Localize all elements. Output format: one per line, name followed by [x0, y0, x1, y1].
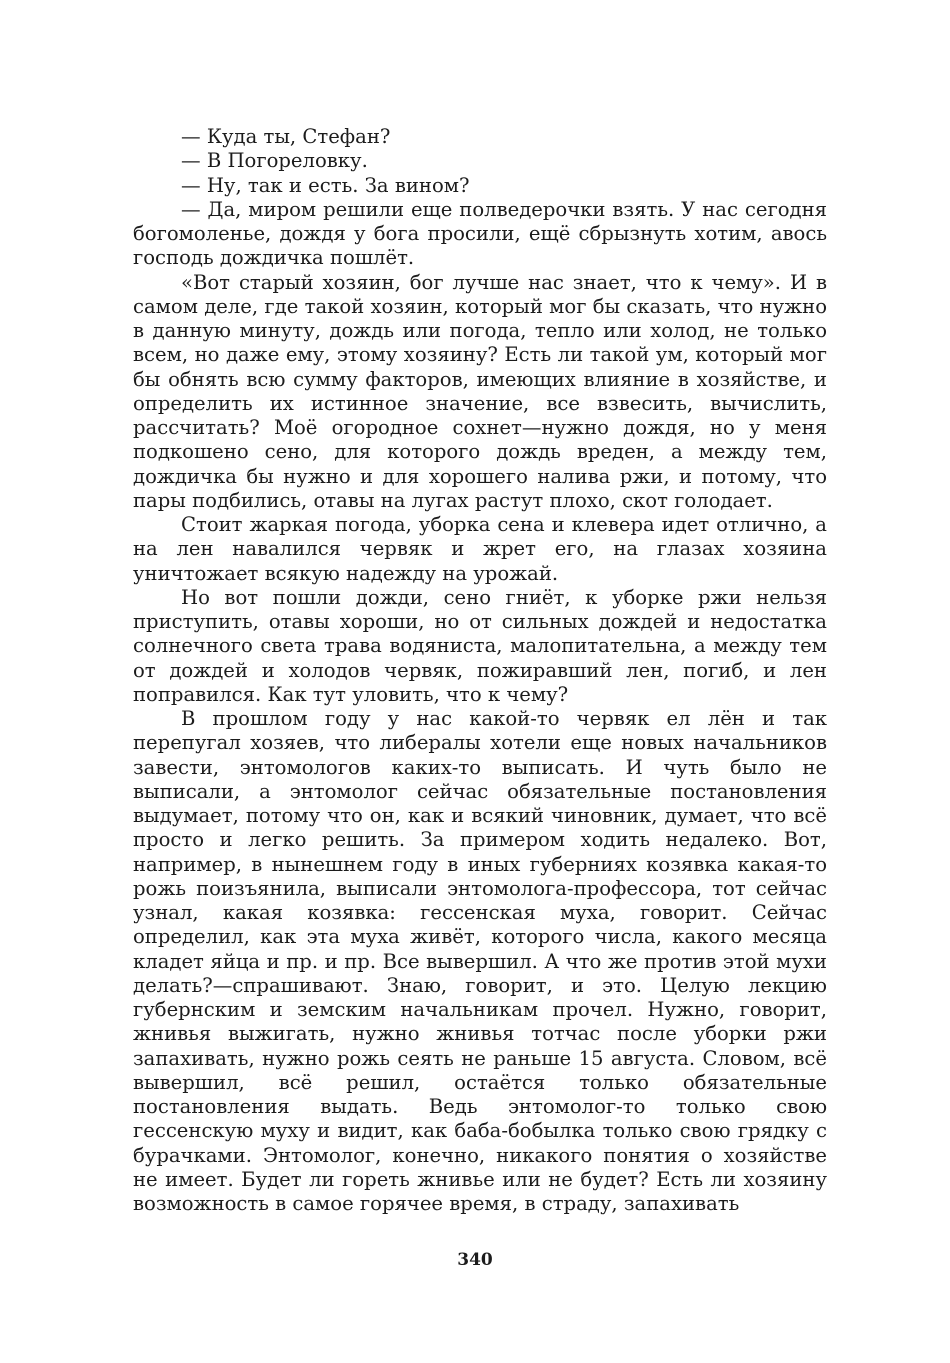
dialogue-line: — В Погореловку. — [181, 149, 368, 173]
dialogue-line: — Куда ты, Стефан? — [181, 125, 391, 148]
paragraph: «Вот старый хозяин, бог лучше нас знает, что к чему». И в самом деле, где такой хозяин, который мог бы сказать, что нужно в данную минуту, дождь или погода, тепло или холод, не только всем, но даже ему, этому хозяину? Есть ли такой ум, который мог бы обнять всю сумму факторов, имеющих влияние в хозяйстве, и определить их истинное значение, все взвесить, вычислить, рассчитать? Моё огородное сохнет—нужно дождя, но у меня подкошено сено, для которого дождь вреден, а между тем, дождичка бы нужно и для хорошего налива ржи, и потому, что пары подбились, отавы на лугах растут плохо, скот голодает. — [133, 270, 827, 512]
dialogue-line: — Ну, так и есть. За вином? — [181, 173, 470, 197]
body-text — [133, 125, 827, 1216]
dialogue-line: — Да, миром решили еще полведерочки взять. У нас сегодня богомоленье, дождя у бога просили, ещё сбрызнуть хотим, авось господь дождичка пошлёт. — [133, 197, 827, 270]
page-number: 340 — [457, 1250, 493, 1270]
paragraph: Но вот пошли дожди, сено гниёт, к уборке ржи нельзя приступить, отавы хороши, но от сильных дождей и недостатка солнечного света трава водяниста, малопитательна, а между тем от дождей и холодов червяк, пожиравший лен, погиб, и лен поправился. Как тут уловить, что к чему? — [133, 585, 827, 706]
paragraph: Стоит жаркая погода, уборка сена и клевера идет отлично, а на лен навалился червяк и жрет его, на глазах хозяина уничтожает всякую надежду на урожай. — [133, 513, 827, 585]
paragraph: В прошлом году у нас какой-то червяк ел лён и так перепугал хозяев, что либералы хотели еще новых начальников завести, энтомологов каких-то выписать. И чуть было не выписали, а энтомолог сейчас обязательные постановления выдумает, потому что он, как и всякий чиновник, думает, что всё просто и легко решить. За примером ходить недалеко. Вот, например, в нынешнем году в иных губерниях козявка какая-то рожь поизъянила, выписали энтомолога-профессора, тот сейчас узнал, какая козявка: гессенская муха, говорит. Сейчас определил, как эта муха живёт, которого числа, какого месяца кладет яйца и пр. и пр. Все вывершил. А что же против этой мухи делать?—спрашивают. Знаю, говорит, и это. Целую лекцию губернским и земским начальникам прочел. Нужно, говорит, жнивья выжигать, нужно жнивья тотчас после уборки ржи запахивать, нужно рожь сеять не раньше 15 августа. Словом, всё вывершил, всё решил, остаётся только обязательные постановления выдать. Ведь энтомолог-то только свою гессенскую муху и видит, как баба-бобылка только свою грядку с бурачками. Энтомолог, конечно, никакого понятия о хозяйстве не имеет. Будет ли гореть жнивье или не будет? Есть ли хозяину возможность в самое горячее время, в страду, запахивать — [133, 707, 827, 1215]
